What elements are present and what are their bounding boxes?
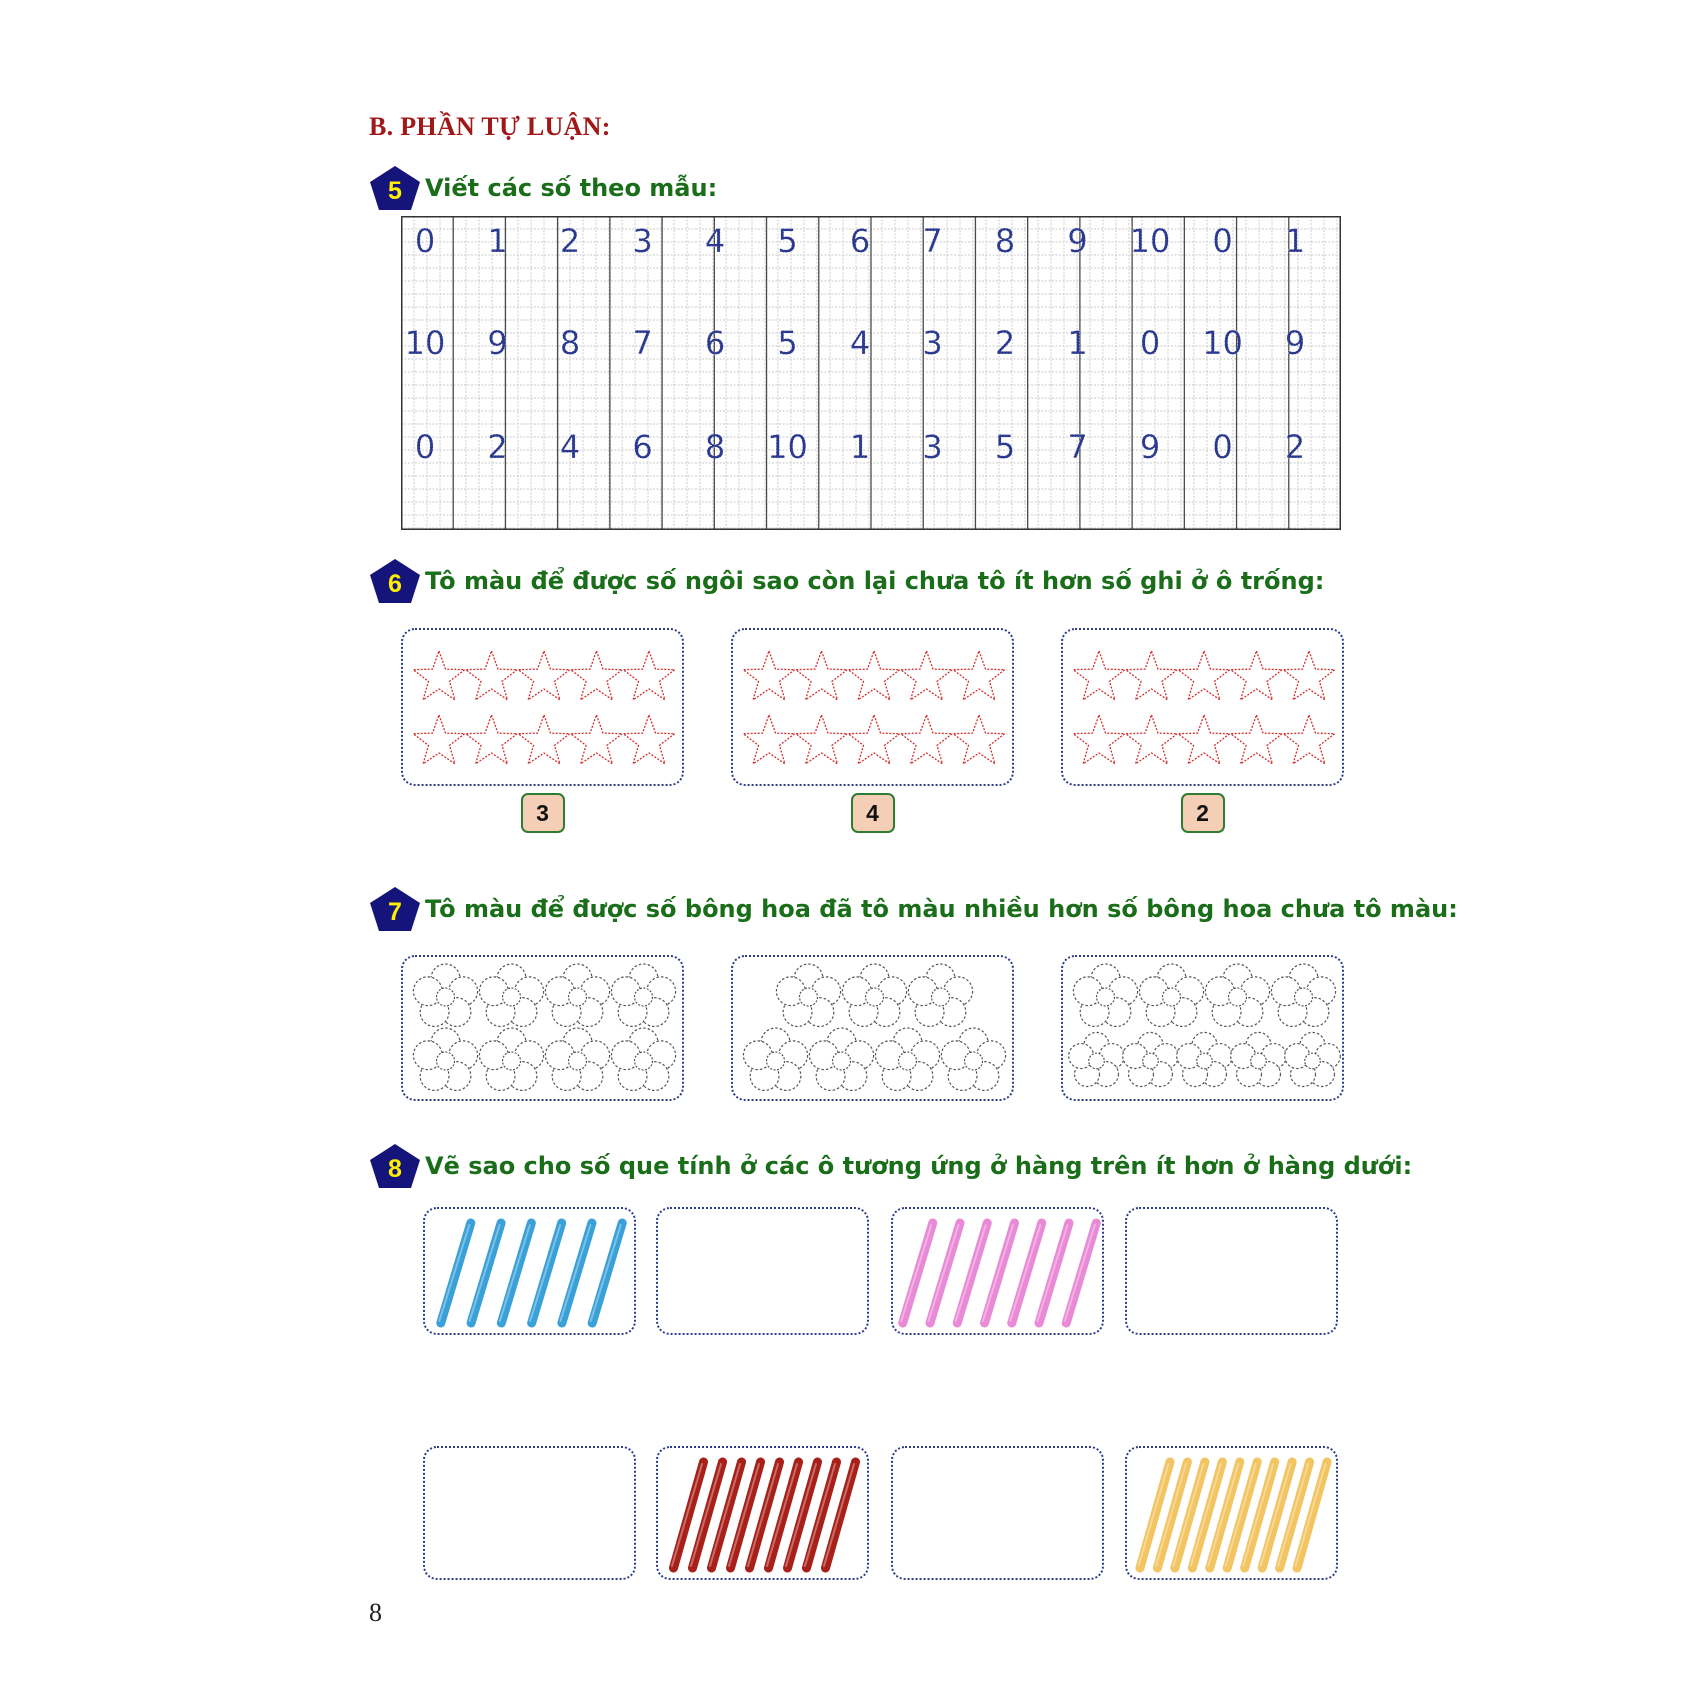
star-outline[interactable] xyxy=(1231,651,1282,700)
trace-digit: 0 xyxy=(1212,428,1233,466)
trace-digit: 9 xyxy=(1139,428,1161,466)
star-outline[interactable] xyxy=(796,651,847,700)
stick-box[interactable] xyxy=(656,1446,869,1580)
star-outline[interactable] xyxy=(901,715,952,764)
stick-highlight xyxy=(560,1225,590,1321)
question-5-header xyxy=(369,165,717,211)
trace-digit: 7 xyxy=(632,324,653,362)
trace-digit: 0 xyxy=(1139,324,1161,362)
counting-stick xyxy=(592,1223,622,1323)
trace-digit: 10 xyxy=(1202,324,1243,362)
flower-outline[interactable] xyxy=(776,964,840,1026)
stick-highlight xyxy=(591,1225,621,1321)
empty-draw-box[interactable] xyxy=(656,1207,869,1335)
trace-digit: 8 xyxy=(704,428,726,466)
star-outline[interactable] xyxy=(743,651,794,700)
flower-outline[interactable] xyxy=(611,964,675,1026)
counting-stick xyxy=(903,1223,933,1323)
graph-paper xyxy=(401,216,1341,530)
question-text: Vẽ sao cho số que tính ở các ô tương ứng ở hàng trên ít hơn ở hàng dưới: xyxy=(425,1152,1413,1180)
question-number: 8 xyxy=(388,1154,402,1183)
star-outline[interactable] xyxy=(623,715,674,764)
stick-highlight xyxy=(983,1225,1013,1321)
trace-digit: 3 xyxy=(922,324,943,362)
stick-highlight xyxy=(1065,1225,1095,1321)
star-outline[interactable] xyxy=(901,651,952,700)
trace-digit: 3 xyxy=(922,428,943,466)
stick-highlight xyxy=(1010,1225,1040,1321)
section-title: B. PHẦN TỰ LUẬN: xyxy=(369,112,611,141)
question-text: Tô màu để được số ngôi sao còn lại chưa tô ít hơn số ghi ở ô trống: xyxy=(425,567,1325,595)
trace-digit: 1 xyxy=(487,222,508,260)
flower-outline[interactable] xyxy=(1123,1032,1179,1086)
star-outline[interactable] xyxy=(413,651,464,700)
stick-highlight xyxy=(500,1225,530,1321)
stick-box[interactable] xyxy=(423,1207,636,1335)
trace-digit: 7 xyxy=(1067,428,1088,466)
trace-digit: 2 xyxy=(994,324,1016,362)
trace-digit: 9 xyxy=(1284,324,1306,362)
flower-box[interactable] xyxy=(731,955,1014,1101)
stick-highlight xyxy=(956,1225,986,1321)
flower-outline[interactable] xyxy=(611,1028,675,1090)
star-outline[interactable] xyxy=(1231,715,1282,764)
trace-digit: 5 xyxy=(777,324,798,362)
star-outline[interactable] xyxy=(571,715,622,764)
star-box[interactable] xyxy=(401,628,684,786)
star-outline[interactable] xyxy=(743,715,794,764)
empty-draw-box[interactable] xyxy=(423,1446,636,1580)
star-outline[interactable] xyxy=(1126,715,1177,764)
trace-digit: 6 xyxy=(632,428,653,466)
flower-outline[interactable] xyxy=(413,1028,477,1090)
flower-box[interactable] xyxy=(401,955,684,1101)
trace-digit: 4 xyxy=(849,324,871,362)
star-outline[interactable] xyxy=(623,651,674,700)
star-outline[interactable] xyxy=(466,651,517,700)
trace-digit: 1 xyxy=(1067,324,1088,362)
counting-stick xyxy=(957,1223,987,1323)
counting-stick xyxy=(441,1223,471,1323)
flower-outline[interactable] xyxy=(545,1028,609,1090)
trace-digit: 3 xyxy=(632,222,653,260)
question-number-badge xyxy=(369,1143,421,1189)
star-outline[interactable] xyxy=(796,715,847,764)
question-number: 7 xyxy=(388,897,402,926)
flower-box[interactable] xyxy=(1061,955,1344,1101)
trace-digit: 1 xyxy=(1284,222,1306,260)
trace-digit: 10 xyxy=(404,324,446,362)
question-text: Tô màu để được số bông hoa đã tô màu nhiều hơn số bông hoa chưa tô màu: xyxy=(425,895,1458,923)
star-outline[interactable] xyxy=(518,651,569,700)
star-outline[interactable] xyxy=(466,715,517,764)
flower-outline[interactable] xyxy=(941,1028,1005,1090)
flower-outline[interactable] xyxy=(1177,1032,1233,1086)
question-number-badge xyxy=(369,165,421,211)
trace-digit: 5 xyxy=(777,222,798,260)
trace-digit: 2 xyxy=(487,428,508,466)
star-outline[interactable] xyxy=(848,715,899,764)
flower-outline[interactable] xyxy=(1205,964,1269,1026)
target-number-box: 3 xyxy=(521,793,565,833)
flower-outline[interactable] xyxy=(875,1028,939,1090)
star-outline[interactable] xyxy=(1283,715,1334,764)
stick-highlight xyxy=(901,1225,931,1321)
target-number-box: 4 xyxy=(851,793,895,833)
question-number-badge xyxy=(369,558,421,604)
stick-box[interactable] xyxy=(1125,1446,1338,1580)
question-number: 6 xyxy=(388,569,402,598)
star-outline[interactable] xyxy=(1073,715,1124,764)
flower-outline[interactable] xyxy=(1231,1032,1287,1086)
flower-outline[interactable] xyxy=(842,964,906,1026)
empty-draw-box[interactable] xyxy=(1125,1207,1338,1335)
target-number-box: 2 xyxy=(1181,793,1225,833)
flower-outline[interactable] xyxy=(413,964,477,1026)
trace-digit: 1 xyxy=(849,428,871,466)
trace-digit: 2 xyxy=(1284,428,1306,466)
star-outline[interactable] xyxy=(848,651,899,700)
flower-outline[interactable] xyxy=(809,1028,873,1090)
flower-outline[interactable] xyxy=(1139,964,1203,1026)
trace-digit: 10 xyxy=(767,428,808,466)
trace-digit: 9 xyxy=(487,324,508,362)
trace-digit: 2 xyxy=(559,222,581,260)
counting-stick xyxy=(1066,1223,1096,1323)
counting-stick xyxy=(532,1223,562,1323)
flower-outline[interactable] xyxy=(743,1028,807,1090)
trace-digit: 8 xyxy=(559,324,581,362)
question-number: 5 xyxy=(388,176,402,205)
trace-digit: 0 xyxy=(414,428,436,466)
trace-digit: 4 xyxy=(559,428,581,466)
flower-outline[interactable] xyxy=(1069,1032,1125,1086)
counting-stick xyxy=(985,1223,1015,1323)
question-number-badge xyxy=(369,886,421,932)
writing-grid[interactable] xyxy=(401,216,1341,530)
stick-box[interactable] xyxy=(891,1207,1104,1335)
star-outline[interactable] xyxy=(1178,715,1229,764)
stick-highlight xyxy=(929,1225,959,1321)
trace-digit: 0 xyxy=(1212,222,1233,260)
question-8-header xyxy=(369,1143,1412,1189)
trace-digit: 10 xyxy=(1129,222,1171,260)
page-number: 8 xyxy=(369,1598,382,1627)
flower-outline[interactable] xyxy=(908,964,972,1026)
star-outline[interactable] xyxy=(1126,651,1177,700)
star-outline[interactable] xyxy=(1283,651,1334,700)
question-7-header xyxy=(369,886,1458,932)
star-outline[interactable] xyxy=(413,715,464,764)
stick-highlight xyxy=(530,1225,560,1321)
trace-digit: 6 xyxy=(849,222,871,260)
star-outline[interactable] xyxy=(571,651,622,700)
empty-draw-box[interactable] xyxy=(891,1446,1104,1580)
stick-highlight xyxy=(470,1225,500,1321)
counting-stick xyxy=(930,1223,960,1323)
trace-digit: 4 xyxy=(704,222,726,260)
counting-stick xyxy=(562,1223,592,1323)
star-box[interactable] xyxy=(1061,628,1344,786)
star-outline[interactable] xyxy=(518,715,569,764)
star-outline[interactable] xyxy=(953,651,1004,700)
star-outline[interactable] xyxy=(1073,651,1124,700)
trace-digit: 7 xyxy=(922,222,943,260)
question-6-header xyxy=(369,558,1324,604)
flower-outline[interactable] xyxy=(1271,964,1335,1026)
star-outline[interactable] xyxy=(953,715,1004,764)
trace-digit: 5 xyxy=(994,428,1016,466)
trace-digit: 6 xyxy=(704,324,726,362)
trace-digit: 0 xyxy=(414,222,436,260)
counting-stick xyxy=(1039,1223,1069,1323)
flower-outline[interactable] xyxy=(479,964,543,1026)
flower-outline[interactable] xyxy=(1285,1032,1341,1086)
flower-outline[interactable] xyxy=(545,964,609,1026)
trace-digit: 9 xyxy=(1067,222,1088,260)
flower-outline[interactable] xyxy=(1073,964,1137,1026)
counting-stick xyxy=(471,1223,501,1323)
counting-stick xyxy=(1012,1223,1042,1323)
question-text: Viết các số theo mẫu: xyxy=(425,174,718,202)
stick-highlight xyxy=(439,1225,469,1321)
star-outline[interactable] xyxy=(1178,651,1229,700)
flower-outline[interactable] xyxy=(479,1028,543,1090)
counting-stick xyxy=(501,1223,531,1323)
star-box[interactable] xyxy=(731,628,1014,786)
stick-highlight xyxy=(1038,1225,1068,1321)
trace-digit: 8 xyxy=(994,222,1016,260)
